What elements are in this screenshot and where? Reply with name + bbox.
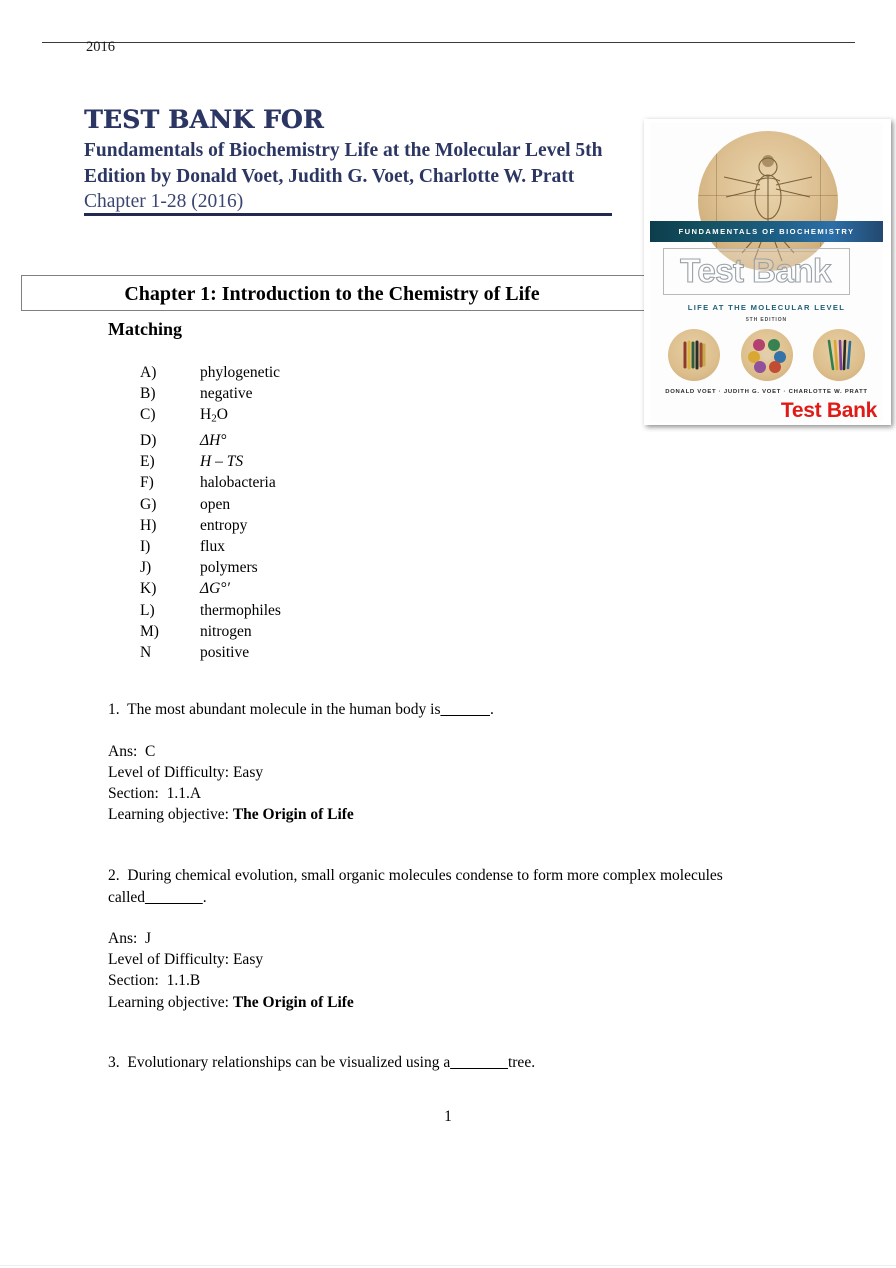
- list-item: [140, 600, 440, 621]
- objective-line: [108, 992, 773, 1013]
- matching-heading: Matching: [108, 319, 182, 339]
- list-item-key: H): [140, 516, 157, 534]
- list-item-value: polymers: [200, 559, 258, 577]
- list-item-key: J): [140, 559, 152, 577]
- difficulty-label: Level of Difficulty:: [108, 951, 230, 969]
- question-body: Evolutionary relationships can be visualized using a: [127, 1054, 451, 1071]
- list-item-key: A): [140, 364, 157, 381]
- list-item: [140, 515, 440, 536]
- list-item: [140, 362, 440, 383]
- list-item-key: F): [140, 474, 154, 492]
- title-block: [84, 106, 614, 215]
- question-body: The most abundant molecule in the human body is: [127, 701, 441, 718]
- list-item-value: ΔG°′: [200, 580, 230, 598]
- cover-watermark-text: Test Bank: [680, 252, 831, 289]
- answer-value: J: [145, 930, 152, 947]
- list-item: [140, 642, 440, 663]
- list-item-value: positive: [200, 644, 250, 662]
- list-item-key: L): [140, 601, 155, 619]
- list-item-value: entropy: [200, 516, 248, 534]
- list-item-key: D): [140, 432, 157, 450]
- section-label: Section:: [108, 784, 159, 802]
- page-subtitle: [84, 138, 614, 215]
- section-line: [108, 970, 773, 991]
- difficulty-value: Easy: [232, 951, 264, 969]
- matching-list: [140, 362, 440, 663]
- enzyme-complex-icon: [741, 329, 793, 381]
- list-item: [140, 383, 440, 404]
- objective-label: Learning objective:: [108, 993, 229, 1011]
- difficulty-line: [108, 949, 773, 970]
- list-item-value: $H_2O$: [200, 406, 228, 425]
- header-rule: [42, 42, 855, 43]
- cover-molecule-thumbnails: [668, 329, 865, 381]
- list-item-key: G): [140, 495, 157, 513]
- chapter-heading: Chapter 1: Introduction to the Chemistry of Life: [124, 283, 540, 305]
- question-text: [108, 699, 728, 721]
- list-item-value: halobacteria: [200, 474, 276, 492]
- list-item-key: B): [140, 385, 156, 403]
- answer-label: Ans:: [108, 742, 138, 760]
- molecule-thumbnail: [813, 329, 865, 381]
- section-value: 1.1.A: [166, 784, 202, 802]
- list-item-key: K): [140, 580, 157, 598]
- cover-banner-title: FUNDAMENTALS OF BIOCHEMISTRY: [650, 221, 883, 242]
- objective-value: The Origin of Life: [232, 806, 354, 824]
- question-number: 2.: [108, 867, 120, 884]
- list-item: [140, 578, 440, 599]
- chapter-range: Chapter 1-28 (2016): [84, 191, 244, 213]
- list-item-key: M): [140, 622, 159, 640]
- list-item-key: I): [140, 538, 151, 556]
- list-item: [140, 494, 440, 515]
- list-item-value: thermophiles: [200, 601, 281, 619]
- difficulty-line: [108, 762, 728, 783]
- molecule-thumbnail: [741, 329, 793, 381]
- list-item-key: E): [140, 453, 155, 471]
- question-tail: .: [202, 888, 207, 906]
- subtitle-text: Fundamentals of Biochemistry Life at the Molecular Level 5th Edition by Donald Voet, Judith G. Voet, Charlotte W. Pratt: [84, 140, 603, 187]
- molecule-thumbnail: [668, 329, 720, 381]
- list-item-value: open: [200, 495, 231, 513]
- list-item: [140, 451, 440, 472]
- section-line: [108, 783, 728, 804]
- list-item-value: flux: [200, 538, 225, 556]
- list-item: [140, 557, 440, 578]
- answer-value: C: [145, 742, 156, 760]
- question-number: 3.: [108, 1054, 120, 1071]
- objective-label: Learning objective:: [108, 806, 229, 824]
- book-cover-image: [644, 119, 891, 425]
- list-item-value: H – TS: [200, 453, 244, 471]
- membrane-protein-icon: [813, 329, 865, 381]
- list-item-value: nitrogen: [200, 622, 252, 640]
- answer-blank: _______: [145, 888, 203, 906]
- question-text: [108, 865, 773, 908]
- title-rule: [84, 213, 612, 216]
- answer-blank: _______: [450, 1054, 508, 1071]
- objective-value: The Origin of Life: [232, 993, 354, 1011]
- list-item-value: ΔH°: [200, 432, 227, 450]
- question-block: [108, 1052, 728, 1094]
- answer-line: [108, 928, 773, 949]
- answer-blank: ______: [440, 701, 490, 718]
- page-bottom-edge: [0, 1265, 896, 1266]
- question-tail: .: [490, 701, 494, 718]
- list-item: [140, 621, 440, 642]
- cover-watermark-box: [663, 248, 850, 295]
- list-item-key: C): [140, 406, 156, 424]
- list-item-key: N: [140, 644, 152, 662]
- answer-line: [108, 741, 728, 762]
- difficulty-label: Level of Difficulty:: [108, 763, 230, 781]
- list-item: [140, 536, 440, 557]
- answer-label: Ans:: [108, 930, 138, 947]
- objective-line: [108, 804, 728, 825]
- book-cover-inner: [650, 123, 883, 422]
- question-block: [108, 865, 773, 1013]
- page-title: TEST BANK FOR: [84, 105, 324, 134]
- section-label: Section:: [108, 972, 159, 990]
- list-item: [140, 404, 440, 430]
- question-body: During chemical evolution, small organic molecules condense to form more complex molecules called: [108, 867, 723, 906]
- question-tail: tree.: [507, 1054, 536, 1071]
- question-text: [108, 1052, 728, 1074]
- section-value: 1.1.B: [166, 972, 201, 990]
- header-year: 2016: [86, 39, 115, 55]
- cover-red-testbank-label: Test Bank: [780, 399, 877, 422]
- cover-authors: DONALD VOET · JUDITH G. VOET · CHARLOTTE W. PRATT: [665, 389, 868, 395]
- cover-edition: 5TH EDITION: [745, 317, 787, 323]
- list-item-value: negative: [200, 385, 253, 403]
- question-number: 1.: [108, 701, 120, 718]
- difficulty-value: Easy: [232, 763, 264, 781]
- list-item: [140, 472, 440, 493]
- cover-subtitle: LIFE AT THE MOLECULAR LEVEL: [687, 303, 846, 312]
- list-item: [140, 430, 440, 451]
- list-item-value: phylogenetic: [200, 364, 281, 381]
- protein-structure-icon: [668, 329, 720, 381]
- question-block: [108, 699, 728, 825]
- page-number: 1: [444, 1108, 452, 1125]
